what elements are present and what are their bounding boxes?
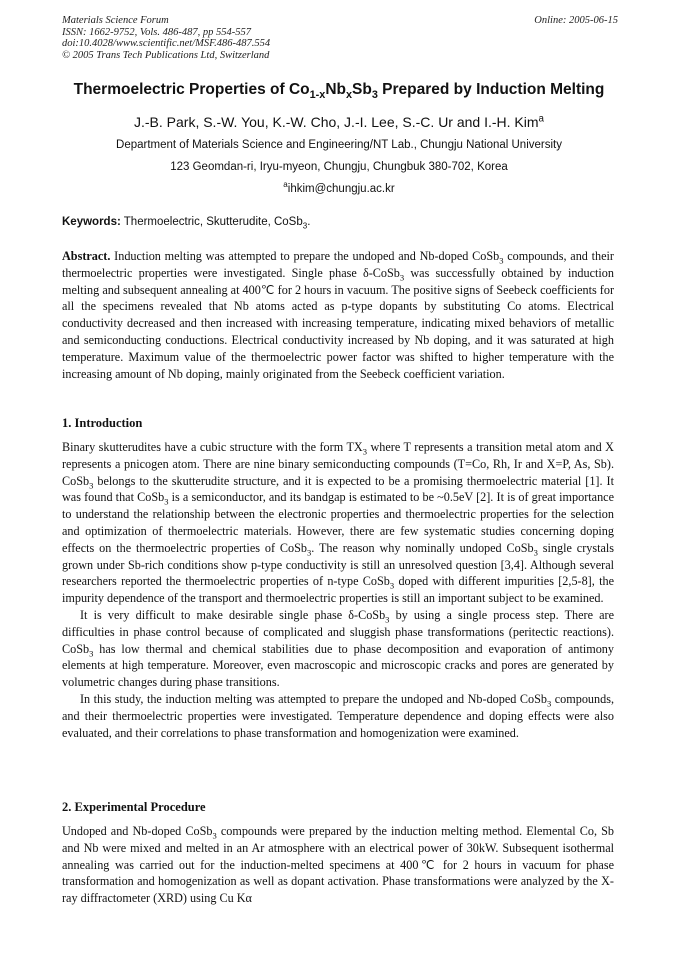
- journal-doi: doi:10.4028/www.scientific.net/MSF.486-487.554: [62, 38, 271, 49]
- abstract-label: Abstract.: [62, 249, 111, 263]
- introduction-body: [62, 439, 614, 741]
- paper-title: Thermoelectric Properties of $Co_{1-x}Nb_xSb_3$ Prepared by Induction Melting: [73, 81, 605, 102]
- journal-copyright: © 2005 Trans Tech Publications Ltd, Switzerland: [62, 49, 270, 61]
- keywords-label: Keywords:: [62, 216, 121, 228]
- section-heading-introduction: 1. Introduction: [62, 416, 143, 430]
- intro-paragraph-1: Binary skutterudites have a cubic structure with the form $TX_3$ where T represents a transition metal atom and X represents a pnicogen atom. There are nine binary semiconducting compounds (T=Co, Rh, Ir and X=P, As, Sb). CoSb$_3$ belongs to the skutterudite structure, and it is expected to be a promising thermoelectric material [1]. It was found that CoSb$_3$ is a semiconductor, and its bandgap is estimated to be ~0.5eV [2]. It is of great importance to understand the relationship between the electronic properties and thermoelectric properties for the selection and optimization of thermoelectric materials. However, there are few systematic studies concerning doping effects on the thermoelectric properties of CoSb$_3$. The reason why nominally undoped CoSb$_3$ single crystals grown under Sb-rich conditions show p-type conductivity is still an unresolved question [3,4]. Although several researchers reported the thermoelectric properties of n-type CoSb$_3$ doped with different impurities [2,5-8], the impurity dependence of the transport and thermoelectric properties is still an important subject to be examined.: [62, 440, 615, 606]
- journal-name: Materials Science Forum: [62, 15, 169, 26]
- intro-paragraph-2: It is very difficult to make desirable single phase δ-CoSb$_3$ by using a single process step. There are difficulties in phase control because of complicated and sluggish phase transformations (peritectic reactions). CoSb$_3$ has low thermal and chemical stabilities due to phase decomposition and evaporation of antimony elements at high temperature. Moreover, even macroscopic and microscopic cracks and pores are generated by volumetric changes during phase transitions.: [62, 607, 614, 690]
- journal-issn: ISSN: 1662-9752, Vols. 486-487, pp 554-557: [62, 26, 251, 38]
- section-heading-experimental: 2. Experimental Procedure: [62, 800, 206, 814]
- journal-header: [62, 15, 618, 61]
- experimental-body: [62, 823, 614, 907]
- experimental-paragraph-1: Undoped and Nb-doped CoSb$_3$ compounds were prepared by the induction melting method. Elemental Co, Sb and Nb were mixed and melted in an Ar atmosphere with an electrical power of 30kW. Subsequent isothermal annealing was carried out for the induction-melted specimens at 400℃ for 2 hours in vacuum for phase transformation and homogenization as well as dopant activation. Phase transformations were analyzed by the X-ray diffractometer (XRD) using Cu Kα: [62, 824, 615, 906]
- online-date: Online: 2005-06-15: [534, 15, 618, 26]
- affiliation-address: 123 Geomdan-ri, Iryu-myeon, Chungju, Chungbuk 380-702, Korea: [170, 161, 508, 173]
- abstract: Abstract. Induction melting was attempted to prepare the undoped and Nb-doped CoSb$_3$ compounds, and their thermoelectric properties were investigated. Single phase δ-CoSb$_3$ was successfully obtained by induction melting and subsequent annealing at 400℃ for 2 hours in vacuum. The positive signs of Seebeck coefficients for all the specimens revealed that Nb atoms acted as p-type dopants by substituting Co atoms. Electrical conductivity decreased and then increased with increasing temperature, indicating mixed behaviors of metallic and semiconducting conductions. Electrical conductivity increased by Nb doping, and it was saturated at high temperature. Maximum value of the thermoelectric power factor was shifted to higher temperature with the increasing amount of Nb doping, mainly originated from the Seebeck coefficient variation.: [62, 249, 614, 381]
- author-list: J.-B. Park, S.-W. You, K.-W. Cho, J.-I. Lee, S.-C. Ur and I.-H. Kim$^a$: [133, 113, 544, 130]
- intro-paragraph-3: In this study, the induction melting was attempted to prepare the undoped and Nb-doped CoSb$_3$ compounds, and their thermoelectric properties were investigated. Temperature dependence and doping effects were also evaluated, and their correlations to phase transformation and homogenization were examined.: [62, 691, 614, 740]
- author-email: $^a$ihkim@chungju.ac.kr: [283, 180, 395, 195]
- affiliation-department: Department of Materials Science and Engineering/NT Lab., Chungju National University: [116, 139, 562, 151]
- keywords: Keywords: Thermoelectric, Skutterudite, CoSb$_3$.: [62, 216, 311, 231]
